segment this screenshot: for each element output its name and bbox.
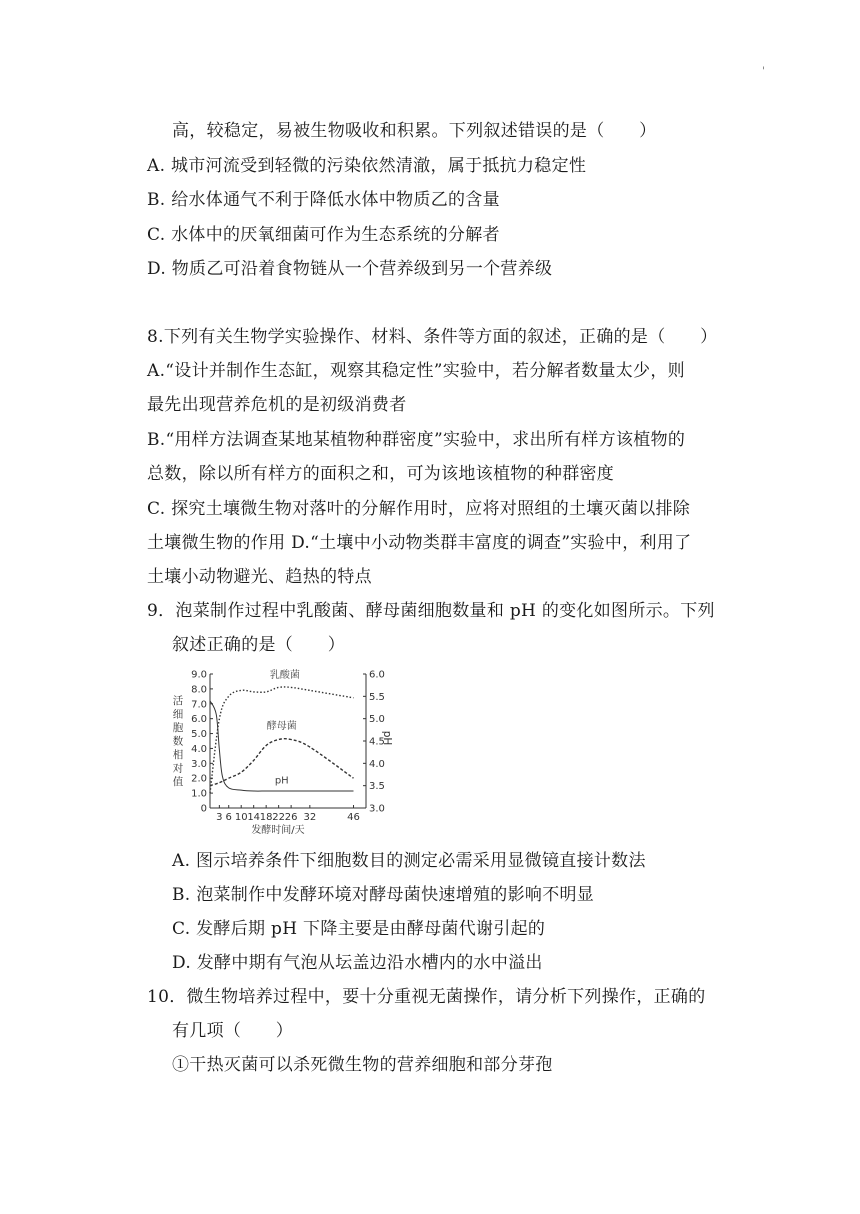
- q9-stem-line1: 9．泡菜制作过程中乳酸菌、酵母菌细胞数量和 pH 的变化如图所示。下列: [147, 601, 715, 621]
- x-tick-label: 26: [284, 812, 298, 823]
- left-axis-title-char: 值: [172, 776, 184, 788]
- q9-option-a: A. 图示培养条件下细胞数目的测定必需采用显微镜直接计数法: [172, 851, 646, 871]
- q8-option-a-line2: 最先出现营养危机的是初级消费者: [147, 395, 407, 415]
- right-tick-label: 4.0: [369, 758, 385, 770]
- x-tick-label: 6: [225, 812, 232, 823]
- x-axis-title: 发酵时间/天: [251, 825, 305, 836]
- left-tick-label: 9.0: [191, 669, 207, 681]
- q7-option-a: A. 城市河流受到轻微的污染依然清澈，属于抵抗力稳定性: [147, 156, 587, 176]
- chart-axes: [210, 674, 366, 808]
- left-tick-label: 1.0: [191, 788, 207, 800]
- x-tick-label: 22: [272, 812, 286, 823]
- q7-option-c: C. 水体中的厌氧细菌可作为生态系统的分解者: [147, 225, 500, 245]
- page-corner-mark: ': [762, 66, 765, 77]
- q9-option-d: D. 发酵中期有气泡从坛盖边沿水槽内的水中溢出: [172, 953, 543, 973]
- right-tick-label: 5.5: [369, 691, 385, 703]
- series-label-ph: pH: [274, 775, 289, 787]
- left-tick-label: 5.0: [191, 729, 207, 741]
- q8-option-b-line2: 总数，除以所有样方的面积之和，可为该地该植物的种群密度: [147, 464, 615, 484]
- q10-item-1: ①干热灭菌可以杀死微生物的营养细胞和部分芽孢: [172, 1055, 553, 1075]
- left-tick-label: 8.0: [191, 684, 207, 696]
- x-tick-label: 3: [216, 812, 223, 823]
- right-tick-label: 5.0: [369, 714, 385, 726]
- right-tick-label: 3.5: [369, 781, 385, 793]
- x-tick-label: 10: [234, 812, 248, 823]
- right-tick-label: 6.0: [369, 669, 385, 681]
- left-axis-title-char: 数: [172, 735, 184, 748]
- q8-option-b-line1: B.“用样方法调查某地某植物种群密度”实验中，求出所有样方该植物的: [147, 430, 686, 450]
- q9-stem-line2: 叙述正确的是（ ）: [172, 635, 345, 655]
- left-axis-title-char: 细: [172, 708, 184, 721]
- left-tick-label: 0: [200, 803, 207, 815]
- left-tick-label: 4.0: [191, 743, 207, 755]
- left-tick-label: 6.0: [191, 714, 207, 726]
- left-tick-label: 3.0: [191, 758, 207, 770]
- q8-option-c-line3: 土壤小动物避光、趋热的特点: [147, 567, 372, 587]
- right-axis-title: pH: [381, 730, 393, 746]
- q9-option-b: B. 泡菜制作中发酵环境对酵母菌快速增殖的影响不明显: [172, 885, 595, 905]
- q8-option-a-line1: A.“设计并制作生态缸，观察其稳定性”实验中，若分解者数量太少，则: [147, 361, 685, 381]
- left-axis-title-char: 胞: [172, 722, 184, 734]
- left-axis-title-char: 活: [172, 695, 184, 707]
- q8-option-c-line2: 土壤微生物的作用 D.“土壤中小动物类群丰富度的调查”实验中，利用了: [147, 533, 692, 553]
- q7-option-b: B. 给水体通气不利于降低水体中物质乙的含量: [147, 190, 500, 210]
- left-tick-label: 2.0: [191, 773, 207, 785]
- series-label-yeast: 酵母菌: [266, 721, 297, 733]
- x-tick-label: 46: [347, 812, 360, 823]
- q7-stem-tail: 高，较稳定，易被生物吸收和积累。下列叙述错误的是（ ）: [172, 121, 657, 141]
- left-tick-label: 7.0: [191, 699, 207, 711]
- q8-option-c-line1: C. 探究土壤微生物对落叶的分解作用时，应将对照组的土壤灭菌以排除: [147, 499, 691, 519]
- x-tick-label: 14: [247, 812, 261, 823]
- q10-stem-line2: 有几项（ ）: [172, 1021, 294, 1041]
- series-label-lactic: 乳酸菌: [269, 669, 300, 681]
- q9-option-c: C. 发酵后期 pH 下降主要是由酵母菌代谢引起的: [172, 919, 546, 939]
- x-tick-label: 32: [303, 812, 317, 823]
- q8-stem: 8.下列有关生物学实验操作、材料、条件等方面的叙述，正确的是（ ）: [147, 327, 718, 347]
- right-tick-label: 3.0: [369, 803, 385, 815]
- q10-stem-line1: 10．微生物培养过程中，要十分重视无菌操作，请分析下列操作，正确的: [147, 987, 706, 1007]
- left-axis-title-char: 相: [172, 749, 184, 761]
- fermentation-chart: [168, 660, 393, 840]
- right-tick-label: 4.5: [369, 736, 385, 748]
- left-axis-title-char: 对: [172, 762, 184, 775]
- q7-option-d: D. 物质乙可沿着食物链从一个营养级到另一个营养级: [147, 259, 553, 279]
- x-tick-label: 18: [259, 812, 273, 823]
